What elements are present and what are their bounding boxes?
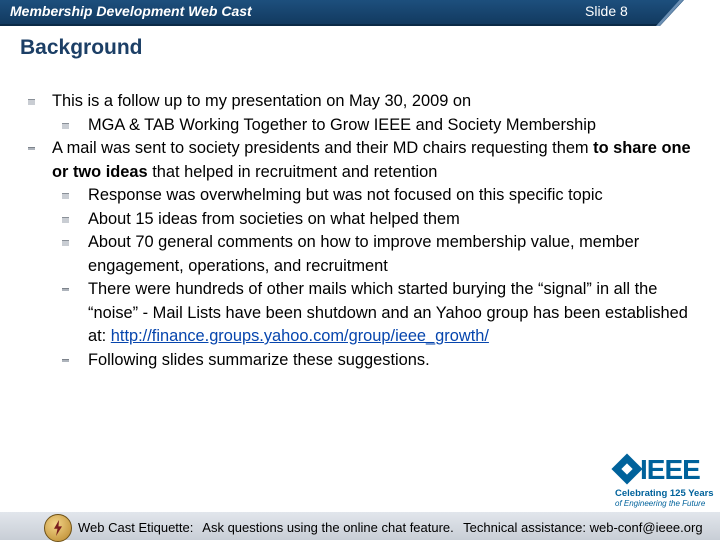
- sub-bullet-item: [88, 231, 700, 278]
- ieee-seal-icon: [44, 514, 72, 542]
- bullet-item: [52, 90, 700, 114]
- bullet-square-icon: [62, 240, 69, 246]
- bullet-square-icon: [62, 193, 69, 199]
- ieee-anniversary-text: Celebrating 125 Years: [615, 488, 714, 499]
- bullet-text: Response was overwhelming but was not focused on this specific topic: [88, 186, 603, 204]
- bullet-text: A mail was sent to society presidents and their MD chairs requesting them: [52, 139, 594, 157]
- footer-assistance-text: Technical assistance: web-conf@ieee.org: [463, 520, 703, 535]
- sub-bullet-item: [88, 349, 700, 373]
- ieee-wordmark: IEEE: [640, 454, 700, 485]
- slide-title: Background: [20, 36, 143, 59]
- bullet-dash-icon: [28, 147, 35, 150]
- bullet-text: About 15 ideas from societies on what helped them: [88, 209, 460, 228]
- ieee-logo: [612, 452, 714, 508]
- yahoo-group-link[interactable]: http://finance.groups.yahoo.com/group/ieee_growth/: [110, 327, 489, 345]
- slide-body: [0, 90, 700, 372]
- bullet-text: Following slides summarize these suggestions.: [88, 350, 430, 369]
- ieee-tagline: of Engineering the Future: [615, 499, 706, 508]
- sub-bullet-item: [88, 184, 700, 208]
- lightning-bolt-icon: [53, 520, 63, 536]
- bullet-square-icon: [62, 123, 69, 129]
- bullet-dash-icon: [62, 359, 69, 362]
- bullet-dash-icon: [62, 288, 69, 291]
- footer-etiquette: [78, 520, 709, 535]
- bullet-item: [52, 137, 700, 184]
- bullet-text: About 70 general comments on how to improve membership value, member engagement, operations, and recruitment: [88, 233, 640, 275]
- presentation-title: Membership Development Web Cast: [10, 3, 252, 19]
- sub-bullet-item: [88, 278, 700, 349]
- ieee-diamond-icon: [611, 453, 642, 484]
- footer-questions-text: Ask questions using the online chat feature.: [202, 520, 454, 535]
- bullet-text: MGA & TAB Working Together to Grow IEEE and Society Membership: [88, 115, 597, 134]
- bullet-square-icon: [62, 217, 69, 223]
- bullet-text: There were hundreds of other mails which started burying the “signal” in all the “noise” - Mail Lists have been shutdown and an Yahoo group has been established at:: [88, 280, 688, 345]
- sub-bullet-item: [88, 208, 700, 232]
- slide-number: Slide 8: [585, 3, 628, 19]
- bullet-square-icon: [28, 99, 35, 105]
- footer-etiquette-label: Web Cast Etiquette:: [78, 520, 194, 535]
- bullet-text-bold: to share one or two ideas: [52, 139, 691, 181]
- sub-bullet-item: [88, 114, 700, 138]
- bullet-text: This is a follow up to my presentation on May 30, 2009 on: [52, 92, 472, 110]
- bullet-text: that helped in recruitment and retention: [147, 162, 438, 181]
